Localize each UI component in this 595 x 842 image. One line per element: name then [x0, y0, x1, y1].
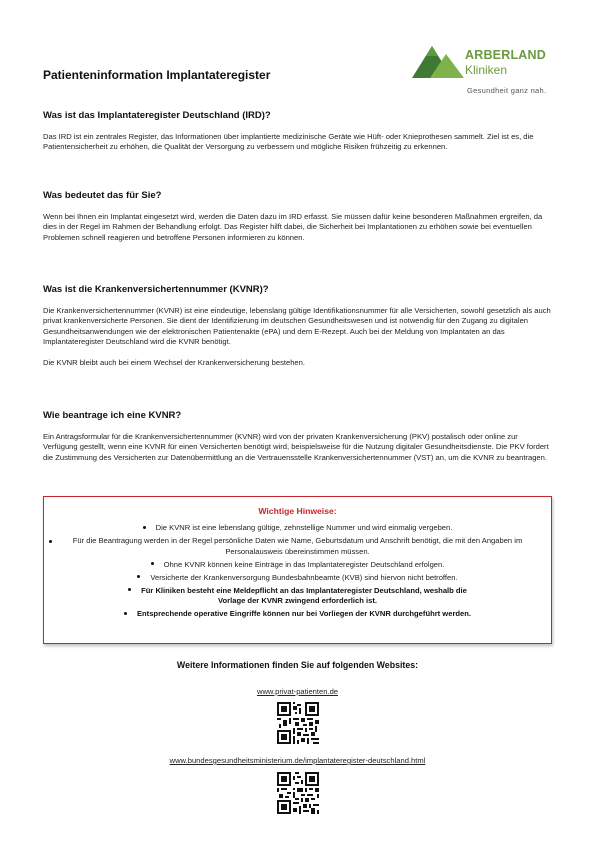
logo-tagline: Gesundheit ganz nah. [467, 86, 547, 95]
notice-item [44, 573, 551, 584]
page-title: Patienteninformation Implantateregister [43, 68, 271, 82]
link-bundesgesundheitsministerium[interactable]: www.bundesgesundheitsministerium.de/implantateregister-deutschland.html [169, 756, 426, 765]
notice-item-text: Die KVNR ist eine lebenslang gültige, zehnstellige Nummer und wird einmalig vergeben. [155, 523, 453, 532]
notice-item-text: Ohne KVNR können keine Einträge in das Implantateregister Deutschland erfolgen. [163, 559, 445, 569]
notice-item-text: Entsprechende operative Eingriffe können nur bei Vorliegen der KVNR durchgeführt werden. [136, 609, 472, 619]
bullet-icon [49, 540, 52, 543]
section-kvnr [43, 284, 553, 368]
logo-brand-line2: Kliniken [465, 63, 508, 77]
logo-brand-line1: ARBERLAND [465, 48, 546, 62]
notice-item [44, 586, 551, 607]
section-paragraph: Wenn bei Ihnen ein Implantat eingesetzt wird, werden die Daten dazu im IRD erfasst. Sie müssen dafür keine besonderen Maßnahmen ergreifen, da dies in der Regel im Rahmen der Behandlung erfolgt. Das Register hilft dabei, die Sicherheit bei Implantationen zu erhöhen sowie bei eventuellen Problemen schnell reagieren und betroffene Personen informieren zu können. [43, 212, 543, 242]
section-paragraph: Ein Antragsformular für die Krankenversichertennummer (KVNR) wird von der privaten Krankenversicherung (PKV) postalisch oder online zur Verfügung gestellt, wenn eine KVNR für einen Versicherten benötigt wird, beispielsweise für die Nutzung digitaler Gesundheitsdienste. Die PKV fordert die Zustimmung des Versicherten zur Datenübermittlung an die Vertrauensstelle Krankenversichertennummer (VST) an, um die KVNR zu beantragen. [43, 432, 549, 462]
notice-item-text: Für Kliniken besteht eine Meldepflicht an das Implantateregister Deutschland, weshalb die Vorlage der KVNR zwingend erforderlich ist. [141, 585, 467, 606]
notice-item [44, 560, 551, 571]
bullet-icon [137, 575, 140, 578]
link-privat-patienten[interactable]: www.privat-patienten.de [256, 687, 339, 696]
notice-item [44, 609, 551, 620]
notice-item [44, 536, 551, 557]
footer-heading: Weitere Informationen finden Sie auf folgenden Websites: [176, 660, 419, 670]
notice-title: Wichtige Hinweise: [258, 506, 337, 516]
notice-item [44, 523, 551, 534]
section-meaning [43, 190, 553, 243]
notice-item-text: Für die Beantragung werden in der Regel persönliche Daten wie Name, Geburtsdatum und Anschrift benötigt, die mit den Angaben im Personalausweis übereinstimmen müssen. [72, 535, 523, 556]
bullet-icon [128, 588, 131, 591]
notice-item-text: Versicherte der Krankenversorgung Bundesbahnbeamte (KVB) sind hiervon nicht betroffen. [150, 572, 458, 582]
section-paragraph: Das IRD ist ein zentrales Register, das Informationen über implantierte medizinische Geräte wie Hüft- oder Knieprothesen sammelt. Ziel ist es, die Patientensicherheit zu erhöhen, die Qualität der Versorgung zu verbessern und mögliche Risiken frühzeitig zu erkennen. [43, 132, 534, 152]
section-heading: Was bedeutet das für Sie? [43, 190, 162, 201]
section-paragraph: Die Krankenversichertennummer (KVNR) ist eine eindeutige, lebenslang gültige Identifikationsnummer für alle Versicherten, sowohl gesetzlich als auch privat krankenversicherte Personen. Sie dient der Identifizierung im deutschen Gesundheitswesen und ist notwendig für den Zugang zu digitalen Gesundheitsanwendungen wie der elektronischen Patientenakte (ePA) und dem E-Rezept. Auch bei der Meldung von Implantaten an das Implantateregister Deutschland wird die KVNR benötigt. [43, 306, 551, 347]
bullet-icon [151, 562, 154, 565]
section-heading: Wie beantrage ich eine KVNR? [43, 410, 182, 421]
section-heading: Was ist das Implantateregister Deutschland (IRD)? [43, 110, 271, 121]
bullet-icon [143, 526, 146, 529]
important-notice-box [43, 496, 552, 644]
qr-code-icon [277, 702, 319, 744]
section-heading: Was ist die Krankenversichertennummer (KVNR)? [43, 284, 269, 295]
section-apply [43, 410, 553, 463]
section-ird [43, 110, 553, 153]
qr-code-icon [277, 772, 319, 814]
section-paragraph: Die KVNR bleibt auch bei einem Wechsel der Krankenversicherung bestehen. [43, 357, 305, 367]
bullet-icon [124, 612, 127, 615]
notice-list [44, 523, 551, 622]
clinic-logo [412, 44, 562, 98]
logo-mountain-icon [412, 44, 466, 80]
